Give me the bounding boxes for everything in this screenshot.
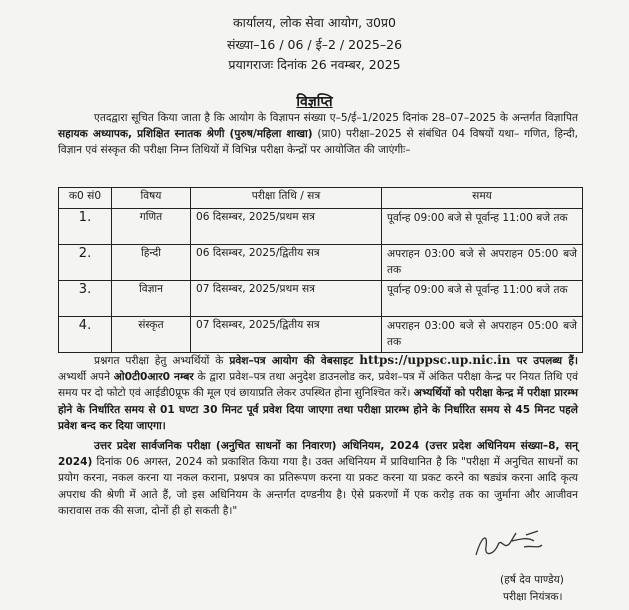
intro-paragraph [58,110,578,159]
admit-entry-rules: अभ्यर्थियों को परीक्षा केन्द्र में परीक्षा प्रारम्भ होने के निर्धारित समय से 01 घण्टा 30 मिनट पूर्व प्रवेश दिया जाएगा तथा परीक्षा प्रारम्भ होने के निर्धारित समय से 45 मिनट पहले प्रवेश बन्द कर दिया जाएगा। [58,387,578,432]
signatory-designation: परीक्षा नियंत्रक। [503,591,563,603]
row-serial: 3. [59,281,112,317]
row-subject: गणित [112,209,191,245]
row-serial: 2. [59,245,112,281]
row-serial: 1. [59,209,112,245]
admit-bold-2: पर उपलब्ध हैं। [510,355,579,367]
row-serial: 4. [59,317,112,353]
office-name: कार्यालय, लोक सेवा आयोग, उ0प्र0 [232,15,396,30]
intro-text-2: (प्रा0) परीक्षा–2025 से संबंधित 04 विषयों यथा– गणित, हिन्दी, विज्ञान एवं संस्कृत की परीक्षा निम्न तिथियों में विभिन्न परीक्षा केन्द्रों पर आयोजित की जाएंगीः– [58,128,578,157]
header-serial: क0 सं0 [59,188,112,209]
admit-otr-number: ओ0टी0आर0 नम्बर [113,371,194,384]
row-subject: हिन्दी [112,245,191,281]
intro-post-name: सहायक अध्यापक, प्रशिक्षित स्नातक श्रेणी (पुरुष/महिला शाखा) [58,128,313,141]
row-date-session: 06 दिसम्बर, 2025/प्रथम सत्र [191,209,382,245]
row-time: पूर्वान्ह 09:00 बजे से पूर्वान्ह 11:00 बजे तक [382,209,583,245]
header-subject: विषय [112,188,191,209]
notice-title-text: विज्ञप्ति [296,94,333,110]
act-text: दिनांक 06 अगस्त, 2024 को प्रकाशित किया गया है। उक्त अधिनियम में प्राविधानित है कि "परीक्षा में अनुचित साधनों का प्रयोग करना, नकल करना या नकल कराना, प्रश्नपत्र का प्रतिरूपण करना या प्रकट करना या प्रकट करने का षड्यंत्र करना आदि कृत्य अपराध की श्रेणी में आते हैं, जो इस अधिनियम के अन्तर्गत दण्डनीय है। ऐसे प्रकरणों में एक करोड़ तक का जुर्माना और आजीवन कारावास तक की सजा, दोनों ही हो सकती है।" [58,456,578,517]
row-date-session: 06 दिसम्बर, 2025/द्वितीय सत्र [191,245,382,281]
admit-text-3: के द्वारा प्रवेश–पत्र तथा अनुदेश डाउनलोड कर, प्रवेश–पत्र में अंकित परीक्षा केन्द्र पर नियत तिथि एवं समय पर दो फोटो एवं आईडी0प्रूफ की मूल एवं छायाप्रति लेकर उपस्थित होना सुनिश्चित करें। [58,371,578,400]
table-row [59,281,583,317]
act-title: उत्तर प्रदेश सार्वजनिक परीक्षा (अनुचित साधनों का निवारण) अधिनियम, 2024 (उत्तर प्रदेश अधिनियम संख्या–8, सन् 2024) [58,440,578,469]
row-time: अपराहन 03:00 बजे से अपराहन 05:00 बजे तक [382,245,583,281]
table-row [59,209,583,245]
admit-text-2: अभ्यर्थी अपने [58,371,114,384]
row-time: अपराहन 03:00 बजे से अपराहन 05:00 बजे तक [382,317,583,353]
row-time: पूर्वान्ह 09:00 बजे से पूर्वान्ह 11:00 बजे तक [382,281,583,317]
row-date-session: 07 दिसम्बर, 2025/द्वितीय सत्र [191,317,382,353]
header-date-session: परीक्षा तिथि / सत्र [191,188,382,209]
admit-text-1: प्रश्नगत परीक्षा हेतु अभ्यर्थियों के [94,355,230,367]
exam-schedule-table [58,187,583,353]
row-subject: संस्कृत [112,317,191,353]
place-date: प्रयागराजः दिनांक 26 नवम्बर, 2025 [228,57,401,72]
admit-card-paragraph [58,352,578,434]
act-paragraph [58,438,578,519]
website-link[interactable]: https://uppsc.up.nic.in [359,353,511,367]
table-row [59,317,583,353]
intro-text-1: एतदद्वारा सूचित किया जाता है कि आयोग के विज्ञापन संख्या ए–5/ई–1/2025 दिनांक 28–07–2025 के अन्तर्गत विज्ञापित [94,112,578,124]
signatory-name: (हर्ष देव पाण्डेय) [500,574,564,586]
table-row [59,245,583,281]
signature-image [468,525,548,565]
notice-title [0,92,629,111]
row-date-session: 07 दिसम्बर, 2025/प्रथम सत्र [191,281,382,317]
row-subject: विज्ञान [112,281,191,317]
table-header-row [59,188,583,209]
admit-bold-1: प्रवेश–पत्र आयोग की वेबसाइट [229,355,354,367]
reference-number: संख्या–16 / 06 / ई–2 / 2025–26 [226,37,403,52]
header-time: समय [382,188,583,209]
